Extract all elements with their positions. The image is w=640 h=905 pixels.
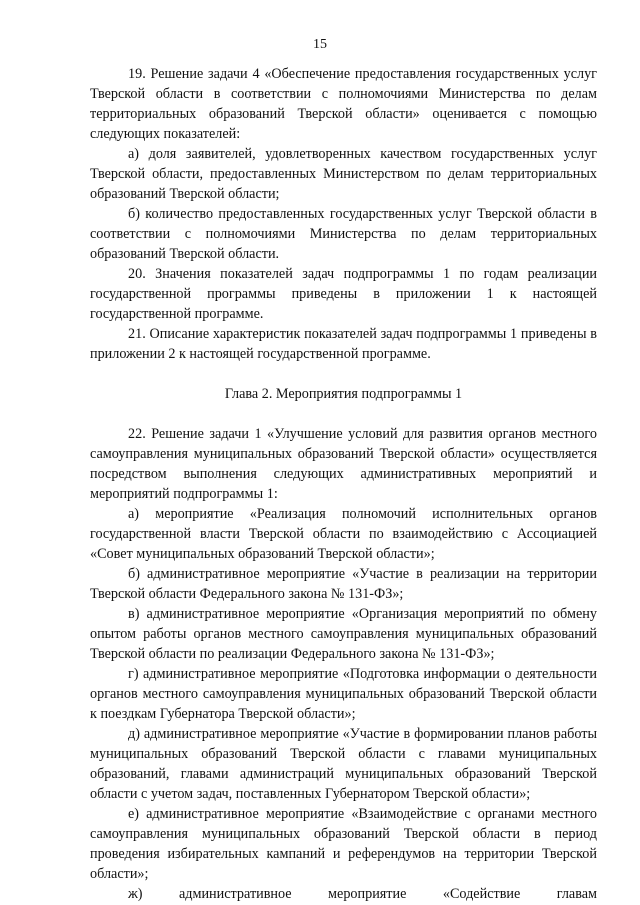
document-body [90,64,597,904]
paragraph-22: 22. Решение задачи 1 «Улучшение условий для развития органов местного самоуправления муниципальных образований Тверской области» осуществляется посредством выполнения следующих административных мероприятий и мероприятий подпрограммы 1: [90,426,597,502]
paragraph-21: 21. Описание характеристик показателей задач подпрограммы 1 приведены в приложении 2 к настоящей государственной программе. [90,326,597,362]
paragraph-19-item-a: а) доля заявителей, удовлетворенных качеством государственных услуг Тверской области, предоставленных Министерством по делам территориальных образований Тверской области; [90,146,597,202]
paragraph-22-item-b: б) административное мероприятие «Участие в реализации на территории Тверской области Федерального закона № 131-ФЗ»; [90,566,597,602]
paragraph-22-item-e: е) административное мероприятие «Взаимодействие с органами местного самоуправления муниципальных образований Тверской области в период проведения избирательных кампаний и референдумов на территории Тверской области»; [90,806,597,882]
paragraph-22-item-zh: ж) административное мероприятие «Содействие главам [128,886,597,902]
paragraph-22-item-v: в) административное мероприятие «Организация мероприятий по обмену опытом работы органов местного самоуправления муниципальных образований Тверской области по реализации Федерального закона № 131-ФЗ»; [90,606,597,662]
chapter-heading: Глава 2. Мероприятия подпрограммы 1 [224,386,463,402]
paragraph-19: 19. Решение задачи 4 «Обеспечение предоставления государственных услуг Тверской области в соответствии с полномочиями Министерства по делам территориальных образований Тверской области» оценивается с помощью следующих показателей: [90,66,597,142]
page-number: 15 [313,37,327,52]
paragraph-22-item-a: а) мероприятие «Реализация полномочий исполнительных органов государственной власти Тверской области по взаимодействию с Ассоциацией «Совет муниципальных образований Тверской области»; [90,506,597,562]
paragraph-22-item-g: г) административное мероприятие «Подготовка информации о деятельности органов местного самоуправления муниципальных образований Тверской области к поездкам Губернатора Тверской области»; [90,666,597,722]
paragraph-20: 20. Значения показателей задач подпрограммы 1 по годам реализации государственной программы приведены в приложении 1 к настоящей государственной программе. [90,266,597,322]
paragraph-19-item-b: б) количество предоставленных государственных услуг Тверской области в соответствии с полномочиями Министерства по делам территориальных образований Тверской области. [90,206,597,262]
paragraph-22-item-d: д) административное мероприятие «Участие в формировании планов работы муниципальных образований Тверской области с главами муниципальных образований, главами администраций муниципальных образований Тверской области с учетом задач, поставленных Губернатором Тверской области»; [90,726,597,802]
